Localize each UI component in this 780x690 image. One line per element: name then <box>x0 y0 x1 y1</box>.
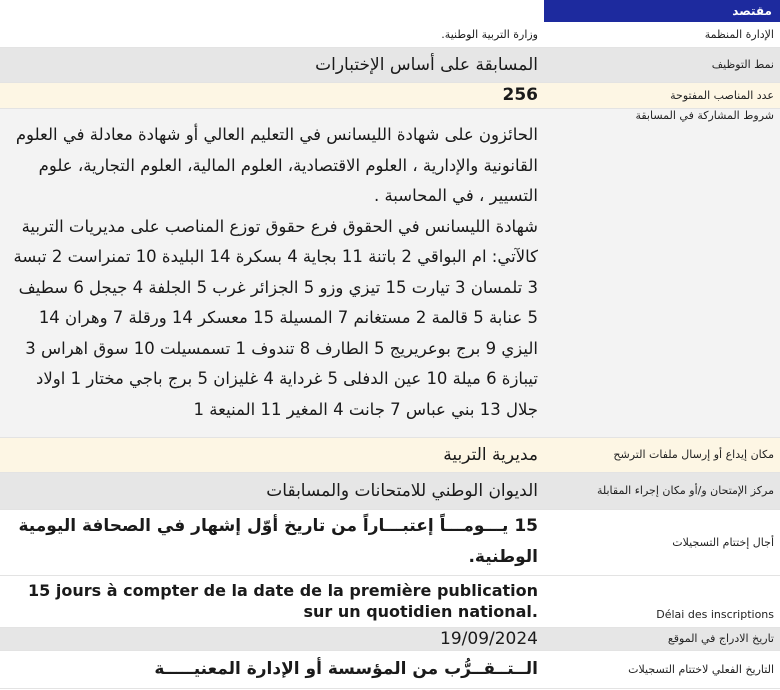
row-listing-date <box>0 627 780 650</box>
exam-center-label: مركز الإمتحان و/أو مكان إجراء المقابلة <box>544 472 780 509</box>
row-conditions <box>0 108 780 437</box>
positions-value: 256 <box>0 82 544 108</box>
deadline-fr-label: Délai des inscriptions <box>544 575 780 627</box>
recruitment-type-value: المسابقة على أساس الإختبارات <box>0 47 544 82</box>
exam-center-value: الديوان الوطني للامتحانات والمسابقات <box>0 472 544 509</box>
row-positions <box>0 82 780 108</box>
conditions-label: شروط المشاركة في المسابقة <box>544 108 780 437</box>
positions-label: عدد المناصب المفتوحة <box>544 82 780 108</box>
conditions-value <box>0 108 544 437</box>
row-deadline-ar <box>0 509 780 575</box>
header-row <box>0 0 780 22</box>
row-organizer <box>0 22 780 47</box>
submission-place-value: مديرية التربية <box>0 437 544 472</box>
row-deadline-fr <box>0 575 780 627</box>
deadline-fr-value: 15 jours à compter de la date de la première publication sur un quotidien national. <box>0 575 544 627</box>
actual-close-value: الــتــقــرُّب من المؤسسة أو الإدارة المعنيـــــة <box>0 650 544 688</box>
header-title: مقتصد <box>544 0 780 22</box>
header-spacer <box>0 0 544 22</box>
listing-date-value: 19/09/2024 <box>0 627 544 650</box>
submission-place-label: مكان إيداع أو إرسال ملفات الترشح <box>544 437 780 472</box>
deadline-ar-value: 15 يـــومـــاً إعتبـــاراً من تاريخ أوّل إشهار في الصحافة اليومية الوطنية. <box>0 509 544 575</box>
row-exam-center <box>0 472 780 509</box>
conditions-paragraph-1: الحائزون على شهادة الليسانس في التعليم العالي أو شهادة معادلة في العلوم القانونية والإدارية ، العلوم الاقتصادية، العلوم المالية، العلوم التجارية، علوم التسيير ، في المحاسبة . <box>15 125 538 205</box>
conditions-paragraph-2: شهادة الليسانس في الحقوق فرع حقوق توزع المناصب على مديريات التربية كالآتي: ام البواقي 2 باتنة 11 بجاية 4 بسكرة 14 البليدة 10 تمنراست 2 تبسة 3 تلمسان 3 تيارت 15 تيزي وزو 5 الجزائر غرب 5 الجلفة 4 جيجل 6 سطيف 5 عنابة 5 قالمة 2 مستغانم 7 المسيلة 15 معسكر 14 ورقلة 7 وهران 14 اليزي 9 برج بوعريريج 5 الطارف 8 تندوف 1 تسمسيلت 10 سوق اهراس 3 تيبازة 6 ميلة 10 عين الدفلى 5 غرداية 4 غليزان 5 برج باجي مختار 1 اولاد جلال 13 بني عباس 7 جانت 4 المغير 11 المنيعة 1 <box>13 216 538 419</box>
organizer-value: وزارة التربية الوطنية. <box>0 22 544 47</box>
deadline-ar-label: أجال إختتام التسجيلات <box>544 509 780 575</box>
row-actual-close <box>0 650 780 688</box>
recruitment-type-label: نمط التوظيف <box>544 47 780 82</box>
listing-date-label: تاريخ الادراج في الموقع <box>544 627 780 650</box>
actual-close-label: التاريخ الفعلي لاختتام التسجيلات <box>544 650 780 688</box>
row-recruitment-type <box>0 47 780 82</box>
organizer-label: الإدارة المنظمة <box>544 22 780 47</box>
row-submission-place <box>0 437 780 472</box>
